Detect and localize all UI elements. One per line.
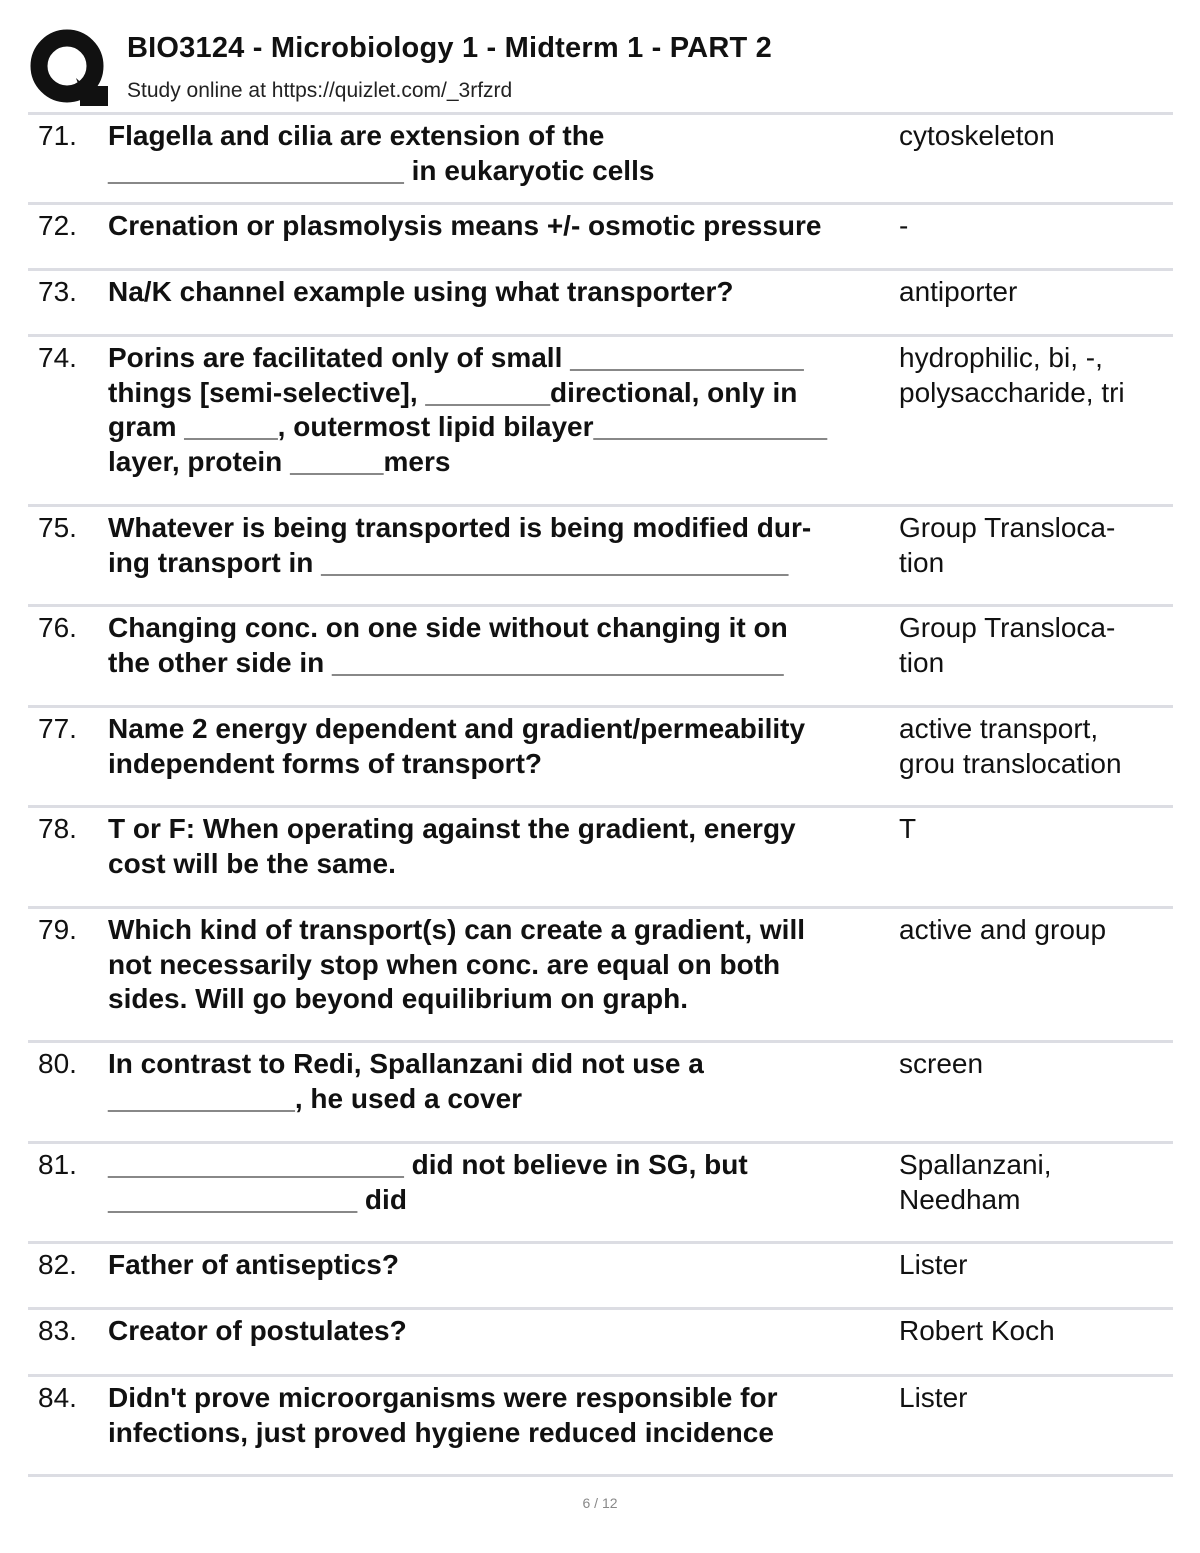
question-number: 77. xyxy=(38,713,77,744)
question-text: Name 2 energy dependent and gradient/permeability independent forms of transport? xyxy=(108,713,806,779)
question-number: 75. xyxy=(38,512,77,543)
page-header xyxy=(0,0,1200,112)
question-number: 78. xyxy=(38,813,77,844)
question-text: Didn't prove microorganisms were responsible for infections, just proved hygiene reduced incidence xyxy=(108,1382,778,1448)
question-row xyxy=(28,271,1173,337)
answer-text: Group Transloca- tion xyxy=(899,512,1116,578)
question-text: Whatever is being transported is being modified dur- ing transport in ______________________________ xyxy=(108,512,812,578)
question-row xyxy=(28,708,1173,808)
answer-text: Spallanzani, Needham xyxy=(899,1149,1052,1215)
question-row xyxy=(28,1377,1173,1477)
question-number: 71. xyxy=(38,120,77,151)
question-text: Which kind of transport(s) can create a gradient, will not necessarily stop when conc. are equal on both sides. Will go beyond equilibrium on graph. xyxy=(108,914,806,1014)
question-row xyxy=(28,337,1173,507)
answer-text: screen xyxy=(899,1048,984,1079)
question-row xyxy=(28,607,1173,708)
question-row xyxy=(28,1043,1173,1144)
answer-text: T xyxy=(899,813,917,844)
question-text: ___________________ did not believe in SG, but ________________ did xyxy=(108,1149,748,1215)
answer-text: Lister xyxy=(899,1382,968,1413)
answer-text: Robert Koch xyxy=(899,1315,1055,1346)
question-text: Changing conc. on one side without changing it on the other side in _____________________________ xyxy=(108,612,788,678)
question-number: 82. xyxy=(38,1249,77,1280)
answer-text: cytoskeleton xyxy=(899,120,1055,151)
question-text: Flagella and cilia are extension of the ___________________ in eukaryotic cells xyxy=(108,120,655,186)
question-row xyxy=(28,205,1173,271)
answer-text: active transport, grou translocation xyxy=(899,713,1122,779)
document-title: BIO3124 - Microbiology 1 - Midterm 1 - PART 2 xyxy=(127,32,772,64)
question-number: 79. xyxy=(38,914,77,945)
question-text: Porins are facilitated only of small _______________ things [semi-selective], ________directional, only in gram ______, outermost lipid bilayer_______________ layer, protein ______mers xyxy=(108,342,828,477)
question-list xyxy=(28,112,1173,1477)
question-number: 72. xyxy=(38,210,77,241)
question-text: Crenation or plasmolysis means +/- osmotic pressure xyxy=(108,210,822,241)
question-text: Na/K channel example using what transporter? xyxy=(108,276,734,307)
question-row xyxy=(28,507,1173,607)
quizlet-q-icon xyxy=(30,28,108,108)
question-number: 76. xyxy=(38,612,77,643)
question-number: 81. xyxy=(38,1149,77,1180)
question-number: 83. xyxy=(38,1315,77,1346)
answer-text: antiporter xyxy=(899,276,1018,307)
question-text: Father of antiseptics? xyxy=(108,1249,399,1280)
answer-text: active and group xyxy=(899,914,1107,945)
question-row xyxy=(28,1244,1173,1310)
question-text: In contrast to Redi, Spallanzani did not use a ____________, he used a cover xyxy=(108,1048,704,1114)
answer-text: - xyxy=(899,210,909,241)
question-row xyxy=(28,909,1173,1043)
study-link-text: Study online at https://quizlet.com/_3rfzrd xyxy=(127,79,513,102)
question-row xyxy=(28,115,1173,205)
page-number: 6 / 12 xyxy=(582,1495,618,1511)
answer-text: Lister xyxy=(899,1249,968,1280)
question-number: 80. xyxy=(38,1048,77,1079)
question-text: Creator of postulates? xyxy=(108,1315,407,1346)
question-row xyxy=(28,808,1173,909)
question-row xyxy=(28,1310,1173,1377)
answer-text: Group Transloca- tion xyxy=(899,612,1116,678)
question-number: 84. xyxy=(38,1382,77,1413)
question-number: 74. xyxy=(38,342,77,373)
answer-text: hydrophilic, bi, -, polysaccharide, tri xyxy=(899,342,1125,408)
question-row xyxy=(28,1144,1173,1244)
question-text: T or F: When operating against the gradient, energy cost will be the same. xyxy=(108,813,796,879)
question-number: 73. xyxy=(38,276,77,307)
